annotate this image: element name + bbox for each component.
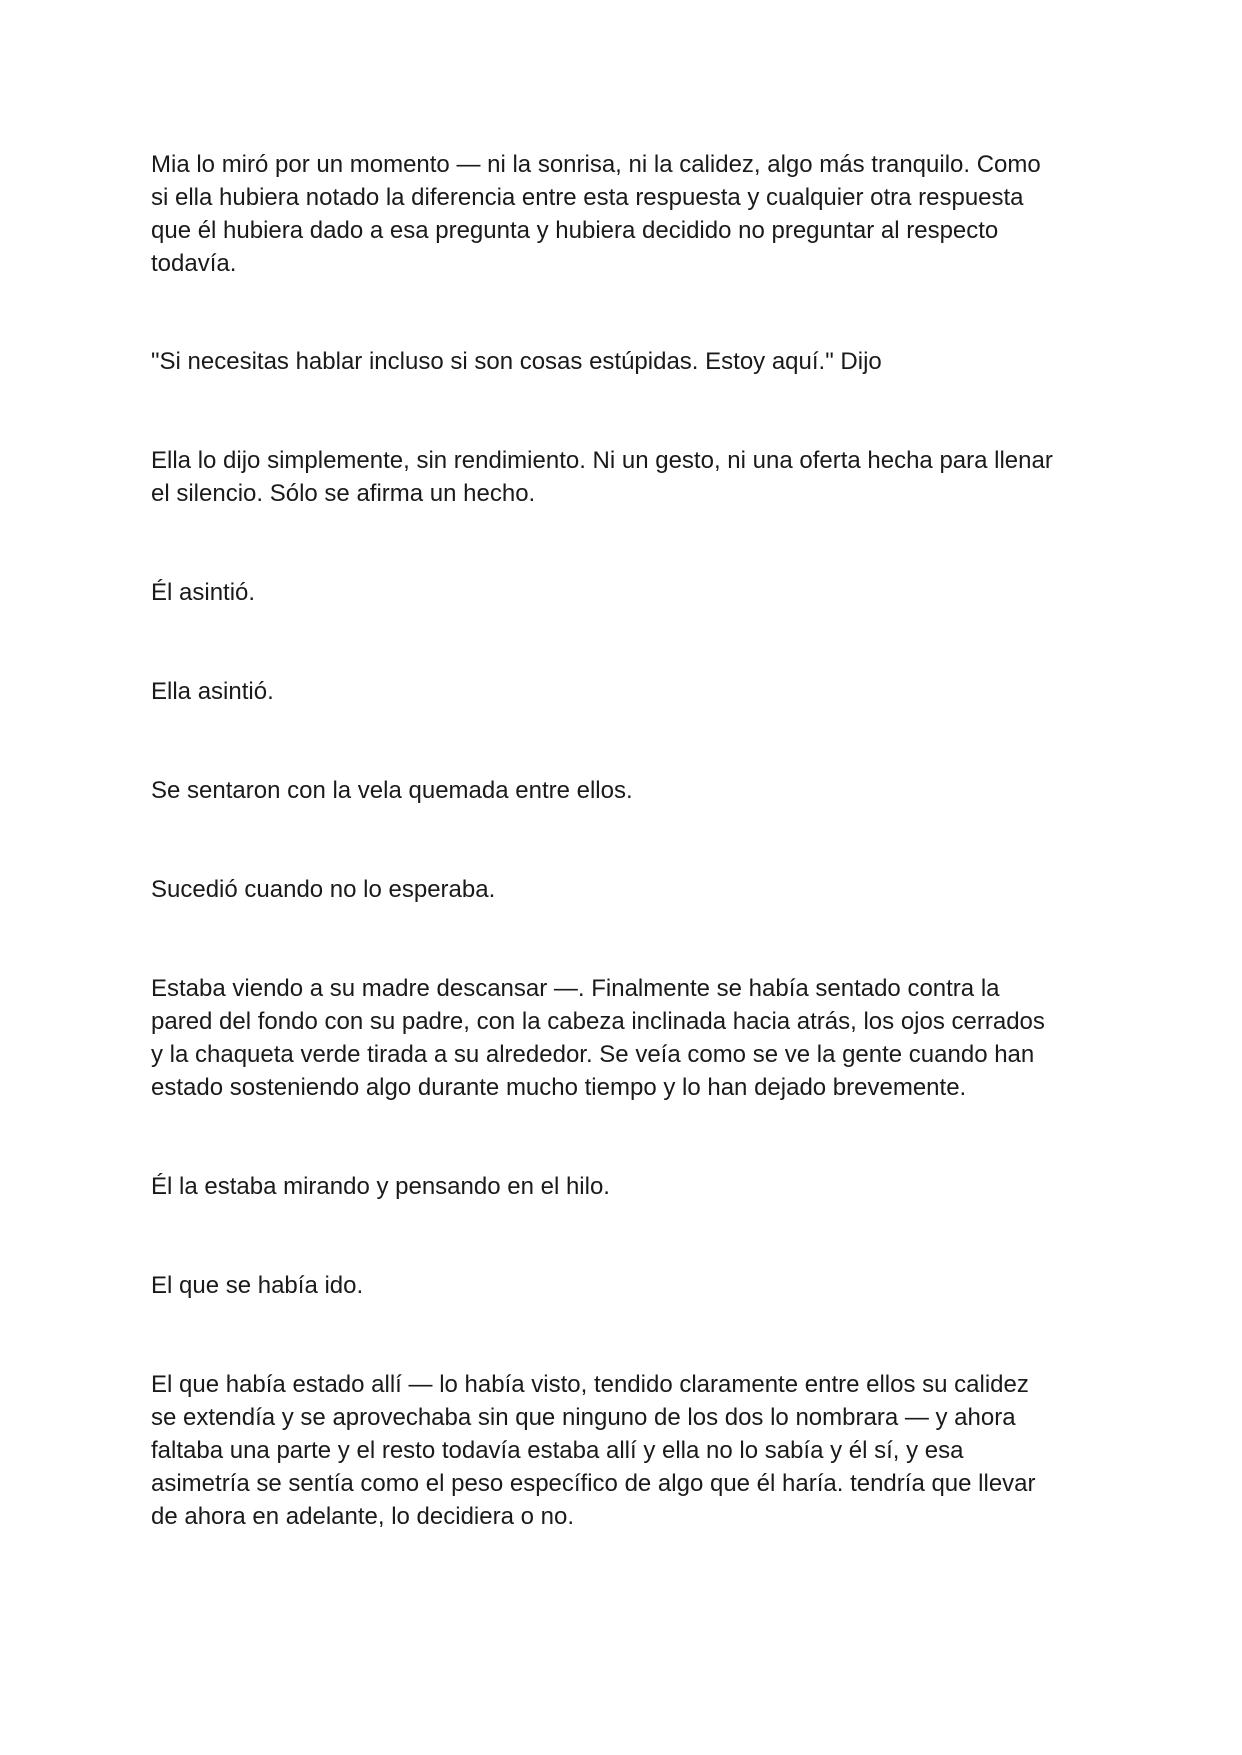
text-line: estado sosteniendo algo durante mucho tiempo y lo han dejado brevemente. (151, 1074, 967, 1101)
paragraph-6 (151, 774, 1111, 807)
text-line: que él hubiera dado a esa pregunta y hubiera decidido no preguntar al respecto (151, 217, 999, 244)
text-line: Ella lo dijo simplemente, sin rendimiento. Ni un gesto, ni una oferta hecha para llenar (151, 447, 1053, 474)
text-line: se extendía y se aprovechaba sin que ninguno de los dos lo nombrara — y ahora (151, 1404, 1016, 1431)
paragraph-11 (151, 1368, 1111, 1533)
text-line: el silencio. Sólo se afirma un hecho. (151, 480, 536, 507)
text-line: El que se había ido. (151, 1272, 364, 1299)
text-line: faltaba una parte y el resto todavía estaba allí y ella no lo sabía y él sí, y esa (151, 1437, 964, 1464)
paragraph-10 (151, 1269, 1111, 1302)
paragraph-5 (151, 675, 1111, 708)
text-line: y la chaqueta verde tirada a su alrededor. Se veía como se ve la gente cuando han (151, 1041, 1035, 1068)
text-line: El que había estado allí — lo había visto, tendido claramente entre ellos su calidez (151, 1371, 1029, 1398)
text-line: Ella asintió. (151, 678, 274, 705)
text-line: Él asintió. (151, 579, 256, 606)
paragraph-2 (151, 345, 1111, 378)
paragraph-3 (151, 444, 1111, 510)
text-line: todavía. (151, 250, 237, 277)
text-line: Él la estaba mirando y pensando en el hilo. (151, 1173, 610, 1200)
text-line: Se sentaron con la vela quemada entre ellos. (151, 777, 633, 804)
text-line: Sucedió cuando no lo esperaba. (151, 876, 496, 903)
text-line: Estaba viendo a su madre descansar —. Finalmente se había sentado contra la (151, 975, 1000, 1002)
text-line: Mia lo miró por un momento — ni la sonrisa, ni la calidez, algo más tranquilo. Como (151, 151, 1041, 178)
text-line: si ella hubiera notado la diferencia entre esta respuesta y cualquier otra respuesta (151, 184, 1024, 211)
text-line: pared del fondo con su padre, con la cabeza inclinada hacia atrás, los ojos cerrados (151, 1008, 1045, 1035)
text-line: de ahora en adelante, lo decidiera o no. (151, 1503, 574, 1530)
text-line: asimetría se sentía como el peso específico de algo que él haría. tendría que llevar (151, 1470, 1036, 1497)
paragraph-8 (151, 972, 1111, 1104)
paragraph-9 (151, 1170, 1111, 1203)
text-line: "Si necesitas hablar incluso si son cosas estúpidas. Estoy aquí." Dijo (151, 348, 882, 375)
paragraph-4 (151, 576, 1111, 609)
paragraph-1 (151, 148, 1111, 280)
paragraph-7 (151, 873, 1111, 906)
